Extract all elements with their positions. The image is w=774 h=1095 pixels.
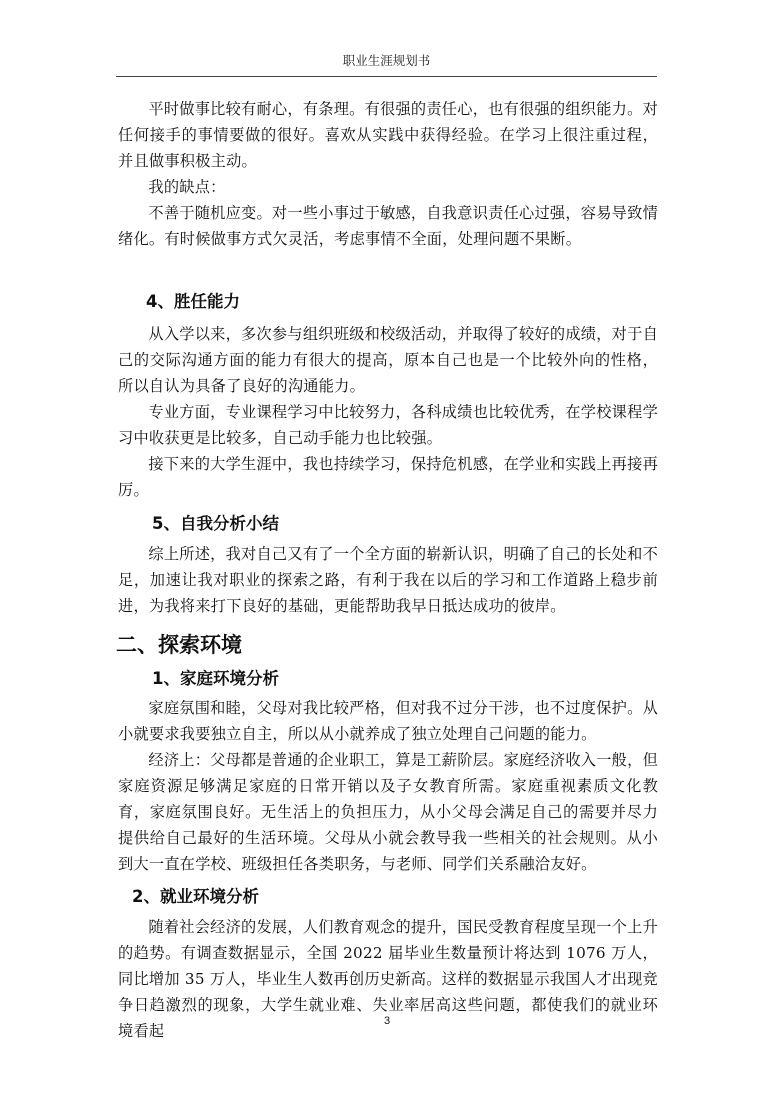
competence-paragraph-1: 从入学以来，多次参与组织班级和校级活动，并取得了较好的成绩，对于自己的交际沟通方面的能力有很大的提高，原本自己也是一个比较外向的性格，所以自认为具备了良好的沟通能力。 <box>118 325 658 395</box>
page-number: 3 <box>383 1015 391 1027</box>
family-paragraph-2: 经济上：父母都是普通的企业职工，算是工薪阶层。家庭经济收入一般，但家庭资源足够满足家庭的日常开销以及子女教育所需。家庭重视素质文化教育，家庭氛围良好。无生活上的负担压力，从小父母会满足自己的需要并尽力提供给自己最好的生活环境。父母从小就会教导我一些相关的社会规则。从小到大一直在学校、班级担任各类职务，与老师、同学们关系融洽友好。 <box>118 751 658 873</box>
section-4-heading: 4、胜任能力 <box>146 292 240 311</box>
chapter-2-heading: 二、探索环境 <box>116 633 242 657</box>
weaknesses-paragraph: 不善于随机应变。对一些小事过于敏感，自我意识责任心过强，容易导致情绪化。有时候做事方式欠灵活，考虑事情不全面，处理问题不果断。 <box>118 204 658 248</box>
competence-paragraph-3: 接下来的大学生涯中，我也持续学习，保持危机感，在学业和实践上再接再厉。 <box>118 455 658 499</box>
section-5-heading: 5、自我分析小结 <box>152 514 279 533</box>
blank-line <box>118 252 658 278</box>
employment-paragraph-1: 随着社会经济的发展，人们教育观念的提升，国民受教育程度呈现一个上升的趋势。有调查数据显示，全国 2022 届毕业生数量预计将达到 1076 万人，同比增加 35 万人，毕业生人数再创历史新高。这样的数据显示我国人才出现竞争日趋激烈的现象，大学生就业难、失业率居高这些问题，都使我们的就业环境看起 <box>118 918 658 1040</box>
strengths-paragraph: 平时做事比较有耐心，有条理。有很强的责任心，也有很强的组织能力。对任何接手的事情要做的很好。喜欢从实践中获得经验。在学习上很注重过程，并且做事积极主动。 <box>118 100 658 170</box>
document-body <box>118 96 658 1044</box>
summary-paragraph: 综上所述，我对自己又有了一个全方面的崭新认识，明确了自己的长处和不足，加速让我对职业的探索之路，有利于我在以后的学习和工作道路上稳步前进，为我将来打下良好的基础，更能帮助我早日抵达成功的彼岸。 <box>118 545 658 615</box>
running-header: 职业生涯规划书 <box>116 52 657 77</box>
family-paragraph-1: 家庭氛围和睦，父母对我比较严格，但对我不过分干涉，也不过度保护。从小就要求我要独立自主，所以从小就养成了独立处理自己问题的能力。 <box>118 699 658 743</box>
weakness-label: 我的缺点： <box>148 178 226 196</box>
employment-environment-heading: 2、就业环境分析 <box>132 887 259 906</box>
family-environment-heading: 1、家庭环境分析 <box>152 669 279 688</box>
competence-paragraph-2: 专业方面，专业课程学习中比较努力，各科成绩也比较优秀，在学校课程学习中收获更是比较多，自己动手能力也比较强。 <box>118 403 658 447</box>
